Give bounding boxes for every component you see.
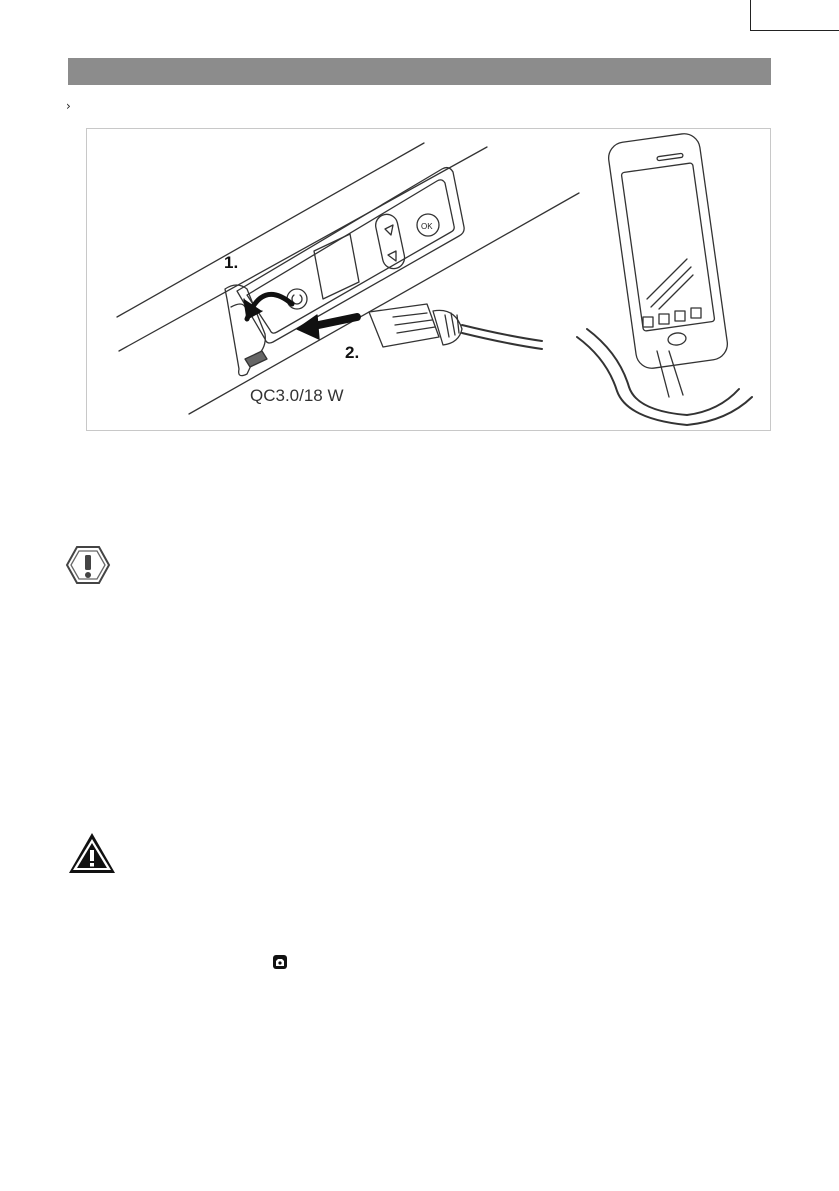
chevron-right-icon: › [66,99,71,113]
app-icon-4 [691,308,701,318]
usb-connection-illustration [87,129,771,431]
up-down-button-housing [374,212,407,270]
usb-spec-label: QC3.0/18 W [250,386,344,405]
phone-cable-connector [657,351,683,397]
usb-cable-left [462,333,542,349]
smartphone-home-button [667,332,686,346]
usb-cable-left-edge [462,325,542,341]
crop-mark-vertical [750,30,839,31]
usb-connection-figure [86,128,771,431]
usb-flap-tab [245,351,267,367]
down-arrow-button [388,251,396,261]
usb-flap-detail [231,304,245,307]
battery-protection-icon [272,954,288,970]
app-icon-3 [675,311,685,321]
app-icon-1 [643,317,653,327]
step1-label: 1. [224,253,239,272]
warning-triangle-icon [67,831,117,875]
power-button [287,289,307,309]
up-arrow-button [385,225,393,235]
notice-exclamation-octagon-icon [65,545,111,585]
smartphone-speaker [657,153,683,161]
usb-strain-rings [445,313,459,337]
crop-mark-horizontal [750,0,751,31]
section-header-bar [68,58,771,85]
fridge-edge-line-1 [117,143,424,317]
smartphone-screen [621,163,715,331]
screen-glare-lines [647,259,693,309]
ok-button-label: OK [421,222,433,231]
app-icon-2 [659,314,669,324]
smartphone-body [607,132,730,371]
step2-label: 2. [345,343,360,362]
usb-plug-body [369,304,439,347]
